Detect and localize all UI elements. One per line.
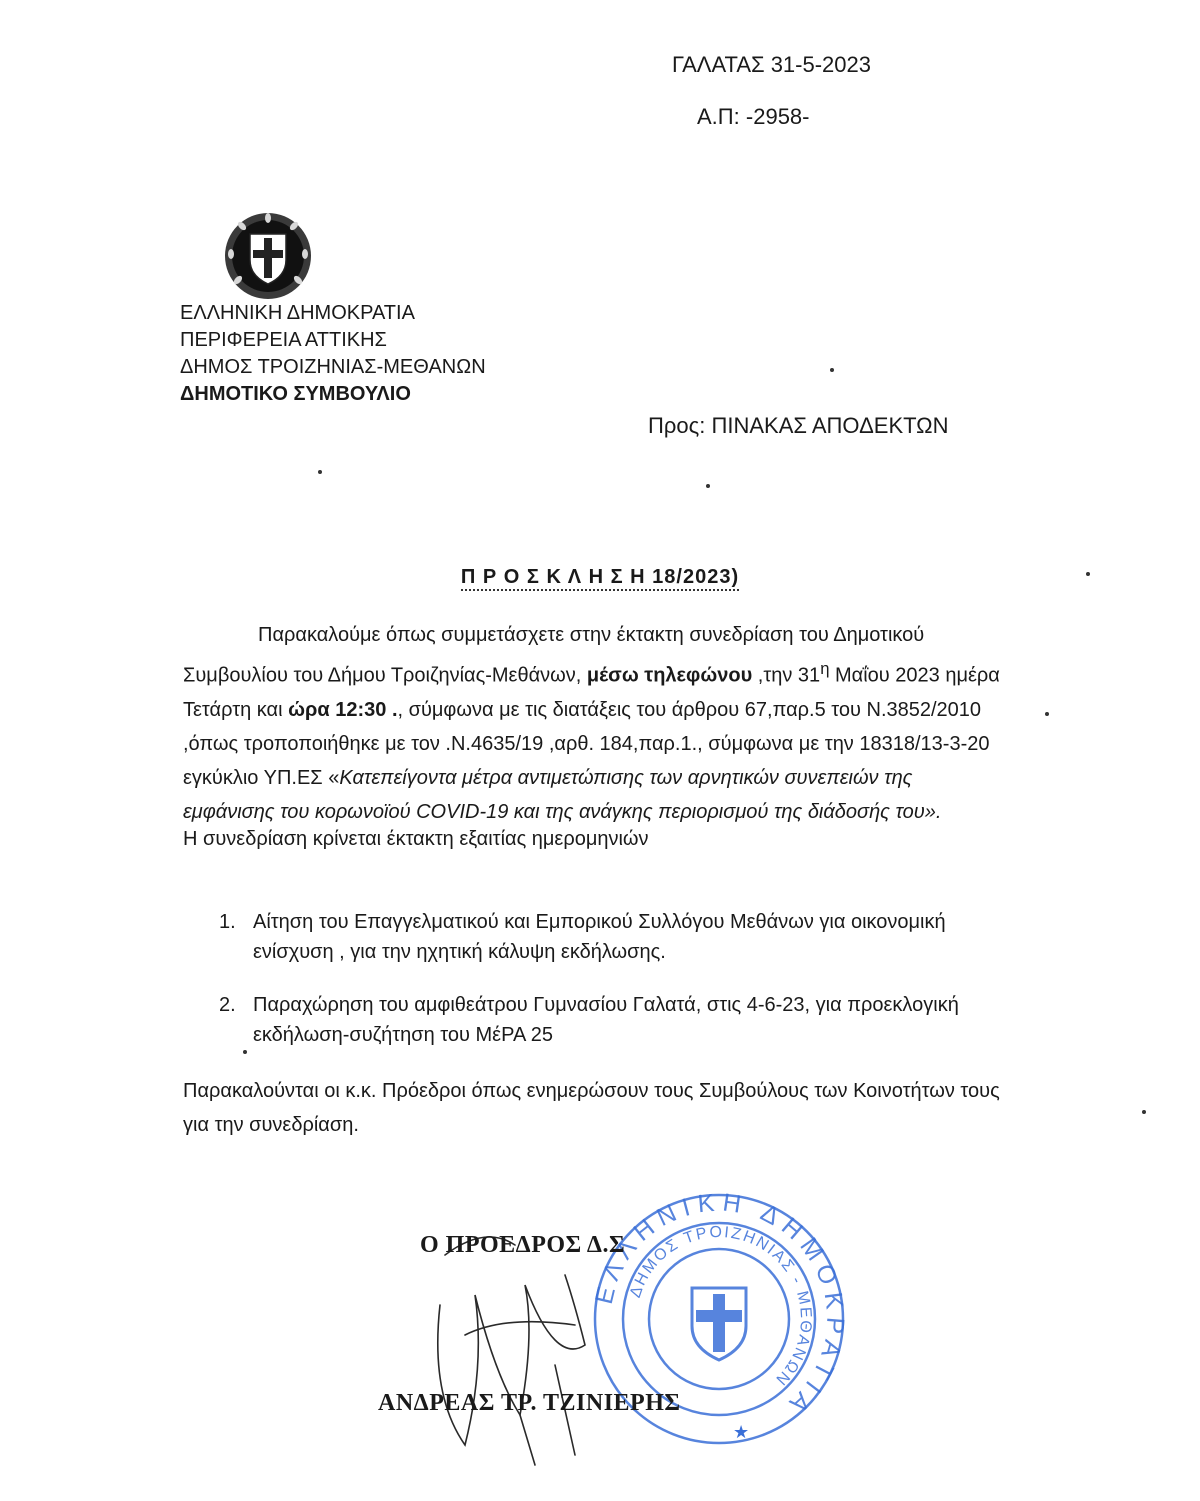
agenda-item-text: Αίτηση του Επαγγελματικού και Εμπορικού Συλλόγου Μεθάνων για οικονομική ενίσχυση , για την ηχητική κάλυψη εκδήλωσης.: [253, 911, 946, 963]
body-text-1: Παρακαλούμε όπως συμμετάσχετε στην έκτακτη συνεδρίαση του Δημοτικού Συμβουλίου του Δήμου Τροιζηνίας-Μεθάνων,: [183, 624, 925, 687]
closing-paragraph: Παρακαλούνται οι κ.κ. Πρόεδροι όπως ενημερώσουν τους Συμβούλους των Κοινοτήτων τους για την συνεδρίαση.: [183, 1080, 1000, 1136]
invitation-paragraph: [183, 618, 1005, 829]
scan-speck: [1142, 1110, 1146, 1114]
issuer-council: ΔΗΜΟΤΙΚΟ ΣΥΜΒΟΥΛΙΟ: [180, 383, 411, 405]
body-text-3: Μαΐου 2023 ημέρα Τετάρτη και: [183, 664, 1000, 721]
agenda-item-text: Παραχώρηση του αμφιθεάτρου Γυμνασίου Γαλατά, στις 4-6-23, για προεκλογική εκδήλωση-συζήτηση του ΜέΡΑ 25: [253, 994, 959, 1046]
protocol-number: Α.Π: -2958-: [697, 104, 810, 129]
recipient-line: Προς: ΠΙΝΑΚΑΣ ΑΠΟΔΕΚΤΩΝ: [648, 413, 949, 438]
body-superscript: η: [820, 659, 830, 678]
body-italic-title: Κατεπείγοντα μέτρα αντιμετώπισης των αρνητικών συνεπειών της εμφάνισης του κορωνοϊού COVID-19 και της ανάγκης περιορισμού της διάδοσής του».: [183, 766, 942, 823]
issuer-block: [180, 300, 486, 408]
scan-speck: [830, 368, 834, 372]
stamp-outer-text: ΕΛΛΗΝΙΚΗ ΔΗΜΟΚΡΑΤΙΑ: [589, 1188, 850, 1423]
agenda-item: [219, 907, 1019, 969]
agenda-item: [219, 990, 1019, 1052]
issuer-region: ΠΕΡΙΦΕΡΕΙΑ ΑΤΤΙΚΗΣ: [180, 329, 387, 351]
scan-speck: [706, 484, 710, 488]
stamp-star-icon: ★: [733, 1422, 750, 1442]
body-text-2: ,την 31: [752, 664, 821, 687]
president-title: Ο ΠΡΟΕΔΡΟΣ Δ.Σ: [420, 1232, 626, 1258]
agenda-item-number: 2.: [219, 994, 236, 1016]
document-date: ΓΑΛΑΤΑΣ 31-5-2023: [672, 52, 871, 77]
issuer-country: ΕΛΛΗΝΙΚΗ ΔΗΜΟΚΡΑΤΙΑ: [180, 302, 415, 324]
stamp-inner-text: ΔΗΜΟΣ ΤΡΟΙΖΗΝΙΑΣ - ΜΕΘΑΝΩΝ: [627, 1223, 815, 1390]
body-bold-phone: μέσω τηλεφώνου: [586, 664, 753, 687]
scan-speck: [1045, 712, 1049, 716]
scan-speck: [243, 1050, 247, 1054]
urgency-reason: Η συνεδρίαση κρίνεται έκτακτη εξαιτίας ημερομηνιών: [183, 828, 649, 850]
title-text: Π Ρ Ο Σ Κ Λ Η Σ Η 18/2023): [461, 566, 739, 591]
document-title: [0, 566, 1200, 589]
issuer-municipality: ΔΗΜΟΣ ΤΡΟΙΖΗΝΙΑΣ-ΜΕΘΑΝΩΝ: [180, 356, 486, 378]
body-bold-time: ώρα 12:30 .: [288, 698, 398, 721]
greek-coat-of-arms-icon: [222, 210, 314, 302]
agenda-item-number: 1.: [219, 911, 236, 933]
president-name: ΑΝΔΡΕΑΣ ΤΡ. ΤΖΙΝΙΕΡΗΣ: [378, 1390, 681, 1416]
body-text-4: , σύμφωνα με τις διατάξεις του άρθρου 67,παρ.5 του Ν.3852/2010 ,όπως τροποποιήθηκε με τον .Ν.4635/19 ,αρθ. 184,παρ.1., σύμφωνα με την 18318/13-3-20 εγκύκλιο ΥΠ.ΕΣ «: [183, 698, 990, 789]
scan-speck: [1086, 572, 1090, 576]
scan-speck: [318, 470, 322, 474]
